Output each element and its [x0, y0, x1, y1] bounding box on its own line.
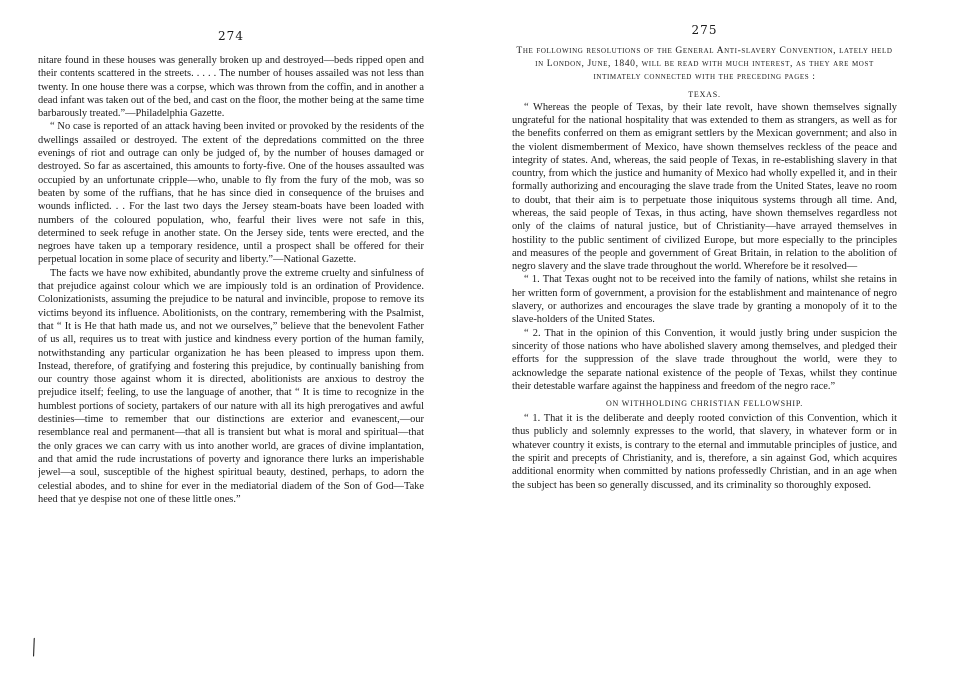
page-number-left: 274 [218, 29, 244, 43]
fellowship-section-body [512, 412, 897, 492]
left-paragraph-2: “ No case is reported of an attack having been invited or provoked by the residents of the dwellings assailed or destroyed. The extent of the depredations committed on the three evenings of riot and outrage can only be judged of, by the number of houses damaged or destroyed. So far as ascertained, this amounts to forty-five. One of the houses assaulted was occupied by an unfortunate cripple—who, unable to fly from the fury of the mob, was so beaten by some of the ruffians, that he has since died in consequence of the bruises and wounds inflicted. . . For the last two days the Jersey steam-boats have been loaded with numbers of the coloured population, who, fearful their lives were not safe in this, determined to seek refuge in another state. On the Jersey side, tents were erected, and the negroes have taken up a temporary residence, until a prospect shall be offered for their perpetual location in some place of security and liberty.”—National Gazette. [38, 121, 424, 266]
left-page [38, 0, 424, 679]
right-page [512, 0, 897, 679]
texas-section-body [512, 101, 897, 394]
section-title-fellowship: ON WITHHOLDING CHRISTIAN FELLOWSHIP. [605, 399, 804, 409]
section-title-texas: TEXAS. [688, 89, 721, 99]
texas-paragraph-1: “ Whereas the people of Texas, by their late revolt, have shown themselves signally ungrateful for the national hospitality that was extended to them as strangers, as well as for the benefits conferred on them as emigrant settlers by the Mexican government; and also in the violent dismemberment of Mexico, have shown themselves reckless of the peace and integrity of states. And, whereas, the said people of Texas, in re-establishing slavery in that country, from which the justice and humanity of Mexico had wholly expelled it, and in their formally authorizing and encouraging the slave trade from the United States, leave no room to doubt, that their aim is to perpetuate those iniquitous systems through all time. And, whereas, the said people of Texas, in thus acting, have shown themselves regardless not only of the claims of natural justice, but of Christianity—have arrayed themselves in hostility to the public sentiment of civilized Europe, but more especially to the principles and measures of the people and government of Great Britain, in relation to the abolition of negro slavery and the slave trade throughout the world. Wherefore be it resolved— [512, 101, 897, 273]
fellowship-resolution-1: “ 1. That it is the deliberate and deeply rooted conviction of this Convention, which it thus publicly and solemnly expresses to the world, that slavery, in whatever form or in whatever country it exists, is contrary to the eternal and immutable principles of justice, and the spirit and precepts of Christianity, and is, therefore, a sin against God, which acquires additional enormity when committed by nations professedly Christian, and in an age when the subject has been so generally discussed, and its criminality so thoroughly exposed. [512, 413, 897, 491]
page-number-right: 275 [691, 23, 718, 37]
pen-mark: ╱ [27, 638, 42, 658]
left-page-body [38, 54, 424, 506]
left-paragraph-3: The facts we have now exhibited, abundantly prove the extreme cruelty and sinfulness of that prejudice against colour which we are impiously told is an ordination of Providence. Colonizationists, assuming the prejudice to be natural and invincible, propose to remove its victims beyond its influence. Abolitionists, on the contrary, remembering with the Psalmist, that “ It is He that hath made us, and not we ourselves,” believe that the benevolent Father of us all, requires us to treat with justice and kindness every portion of the human family, notwithstanding any particular organization he has been pleased to impress upon them. Instead, therefore, of gratifying and fostering this prejudice, by continually banishing from our country those against whom it is directed, abolitionists are anxious to destroy the prejudice itself; feeling, to use the language of another, that “ It is time to recognize in the humblest portions of society, partakers of our nature with all its high prerogatives and awful destinies—time to remember that our distinctions are exterior and evanescent,—our resemblance real and permanent—that all is transient but what is moral and spiritual—that the only graces we can carry with us into another world, are graces of divine implantation, and that amid the rude incrustations of poverty and ignorance there lurks an imperishable jewel—a soul, susceptible of the highest spiritual beauty, destined, perhaps, to adorn the celestial abodes, and to shine for ever in the mediatorial diadem of the Son of God—Take heed that ye despise not one of these little ones.” [38, 267, 424, 505]
texas-resolution-2: “ 2. That in the opinion of this Convention, it would justly bring under suspicion the sincerity of those nations who have abolished slavery among themselves, and pledged their efforts for the suppression of the slave trade throughout the world, were they to acknowledge the separate national existence of the people of Texas, whilst they continue their detestable warfare against the happiness and freedom of the negro race.” [512, 327, 897, 392]
resolutions-heading: The following resolutions of the General Anti-slavery Convention, lately held in London, June, 1840, will be read with much interest, as they are most intimately connected with the preceding pages : [516, 45, 893, 83]
texas-resolution-1: “ 1. That Texas ought not to be received into the family of nations, whilst she retains in her written form of government, a provision for the establishment and maintenance of negro slavery, or authorizes and encourages the slave trade by granting a monopoly of it to the slave-holders of the United States. [512, 274, 897, 326]
left-paragraph-1: nitare found in these houses was generally broken up and destroyed—beds ripped open and their contents scattered in the streets. . . . . The number of houses assailed was not less than twenty. In one house there was a corpse, which was thrown from the coffin, and in another a dead infant was taken out of the bed, and cast on the floor, the mother being at the same time barbarously treated.”—Philadelphia Gazette. [38, 55, 424, 120]
